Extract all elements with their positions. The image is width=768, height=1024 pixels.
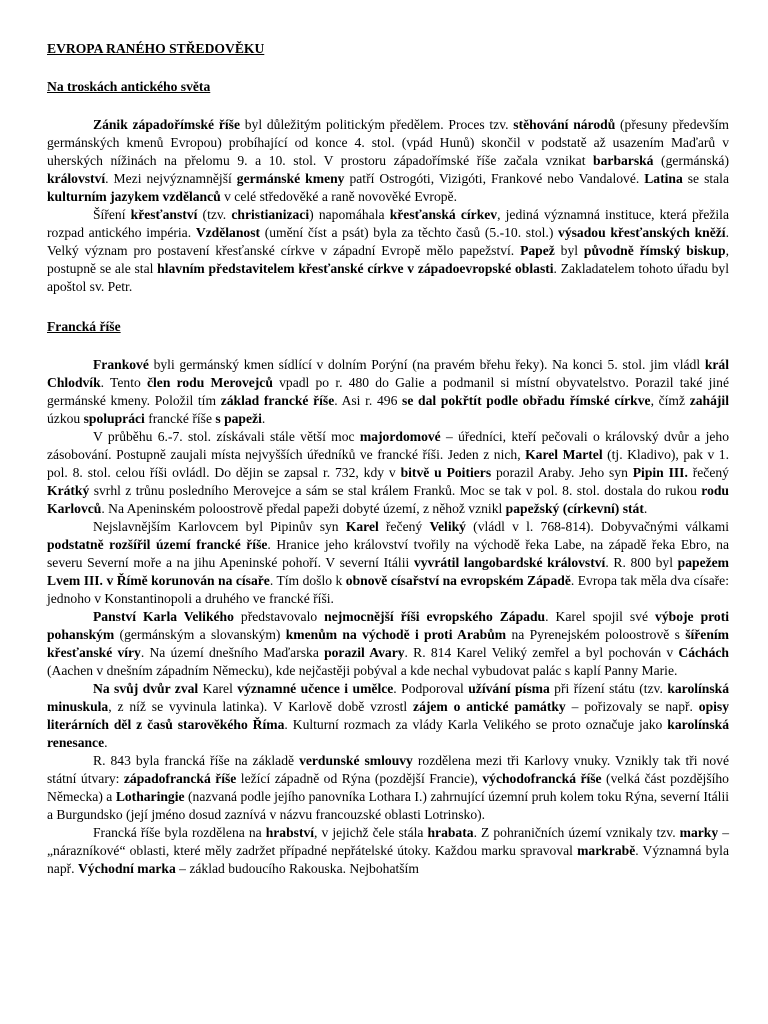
- bold-term: hrabství: [265, 825, 315, 840]
- text-run: (tzv.: [197, 207, 232, 222]
- bold-term: opisy literárních děl z časů starověkého Říma: [47, 699, 729, 732]
- text-run: . R. 814 Karel Veliký zemřel a byl pochován v: [404, 645, 679, 660]
- bold-term: karolínská minuskula: [47, 681, 730, 714]
- bold-term: původně římský biskup: [583, 243, 726, 258]
- bold-term: hlavním představitelem křesťanské církve v západoevropské oblasti: [157, 261, 554, 276]
- bold-term: Zánik západořímské říše: [93, 117, 240, 132]
- text-run: . Tento: [100, 375, 147, 390]
- bold-term: Lotharingie: [115, 789, 185, 804]
- bold-term: hrabata: [427, 825, 474, 840]
- text-run: . Evropa tak měla dva císaře: jednoho v Konstantinopoli a druhého ve francké říši.: [47, 573, 729, 606]
- bold-term: zájem o antické památky: [413, 699, 566, 714]
- paragraph: [47, 824, 729, 878]
- text-run: porazil Araby. Jeho syn: [491, 465, 633, 480]
- bold-term: výboje proti pohanským: [47, 609, 730, 642]
- text-run: . Tím došlo k: [269, 573, 346, 588]
- bold-term: nejmocnější říši evropského Západu: [324, 609, 546, 624]
- text-run: . Velký význam pro postavení křesťanské církve v západní Evropě mělo papežství.: [47, 225, 729, 258]
- paragraph: [47, 608, 729, 680]
- text-run: . Hranice jeho království tvořily na východě řeka Labe, na západě řeka Ebro, na severu Severní moře a na jihu Apeninské pohoří. V severní Itálii: [47, 537, 729, 570]
- bold-term: Papež: [520, 243, 555, 258]
- text-run: (germánská): [653, 153, 729, 168]
- paragraph: [47, 752, 729, 824]
- text-run: vpadl po r. 480 do Galie a podmanil si místní obyvatelstvo. Porazil také jiné germánské kmeny. Položil tím: [47, 375, 729, 408]
- bold-term: barbarská: [593, 153, 654, 168]
- bold-term: vyvrátil langobardské království: [413, 555, 606, 570]
- text-run: byl důležitým politickým předělem. Proces tzv.: [239, 117, 514, 132]
- text-run: představovalo: [233, 609, 325, 624]
- bold-term: podstatně rozšířil území francké říše: [47, 537, 268, 552]
- bold-term: s papeži: [215, 411, 262, 426]
- section-troskach: [47, 78, 729, 296]
- text-run: Šíření: [93, 207, 131, 222]
- text-run: , postupně se ale stal: [47, 243, 729, 276]
- bold-term: užívání písma: [468, 681, 550, 696]
- text-run: (tj. Kladivo), pak v 1. pol. 8. stol. celou říši ovládl. Do dějin se zapsal r. 732, kdy v: [47, 447, 729, 480]
- bold-term: markrabě: [577, 843, 636, 858]
- text-run: . Karel spojil své: [545, 609, 656, 624]
- text-run: ležící západně od Rýna (pozdější Francie),: [236, 771, 483, 786]
- bold-term: Frankové: [93, 357, 149, 372]
- text-run: , z níž se vyvinula latinka). V Karlově době vzrostl: [108, 699, 414, 714]
- text-run: řečený: [687, 465, 729, 480]
- section-francka-rise: [47, 318, 729, 878]
- text-run: na Pyrenejském poloostrově s: [506, 627, 686, 642]
- section-heading: Francká říše: [47, 319, 121, 334]
- text-run: (velká část pozdějšího Německa) a: [47, 771, 729, 804]
- paragraph: [47, 518, 729, 608]
- text-run: francké říše: [144, 411, 216, 426]
- text-run: – základ budoucího Rakouska. Nejbohatším: [175, 861, 419, 876]
- text-run: Nejslavnějším Karlovcem byl Pipinův syn: [93, 519, 346, 534]
- text-run: (umění číst a psát) byla za těchto časů (5.-10. stol.): [260, 225, 559, 240]
- text-run: .: [643, 501, 648, 516]
- bold-term: člen rodu Merovejců: [146, 375, 273, 390]
- text-run: .: [104, 735, 108, 750]
- text-run: . R. 800 byl: [605, 555, 678, 570]
- bold-term: významné učence i umělce: [237, 681, 394, 696]
- bold-term: obnově císařství na evropském Západě: [345, 573, 571, 588]
- bold-term: křesťanství: [130, 207, 198, 222]
- text-run: . Kulturní rozmach za vlády Karla Velikého se proto označuje jako: [284, 717, 668, 732]
- text-run: byli germánský kmen sídlící v dolním Porýní (na pravém břehu řeky). Na konci 5. stol. jim vládl: [148, 357, 705, 372]
- text-run: , čímž: [650, 393, 690, 408]
- bold-term: Vzdělanost: [195, 225, 261, 240]
- text-run: . Asi r. 496: [334, 393, 403, 408]
- bold-term: christianizaci: [231, 207, 310, 222]
- paragraph: [47, 356, 729, 428]
- bold-term: majordomové: [359, 429, 441, 444]
- text-run: ) napomáhala: [309, 207, 390, 222]
- text-run: . Na území dnešního Maďarska: [140, 645, 325, 660]
- bold-term: základ francké říše: [220, 393, 335, 408]
- bold-term: se dal pokřtít podle obřadu římské církve: [402, 393, 651, 408]
- paragraph: [47, 206, 729, 296]
- bold-term: Východní marka: [77, 861, 176, 876]
- text-run: . Významná byla např.: [47, 843, 729, 876]
- bold-term: marky: [679, 825, 719, 840]
- text-run: řečený: [378, 519, 430, 534]
- bold-term: Panství Karla Velikého: [93, 609, 234, 624]
- bold-term: východofrancká říše: [482, 771, 602, 786]
- paragraph: [47, 428, 729, 518]
- bold-term: stěhování národů: [513, 117, 616, 132]
- bold-term: papežský (církevní) stát: [505, 501, 644, 516]
- text-run: svrhl z trůnu posledního Merovejce a sám se stal králem Franků. Moc se tak v pol. 8. stol. dostala do rukou: [89, 483, 702, 498]
- text-run: (Aachen v dnešním západním Německu), kde nejčastěji pobýval a kde nechal vybudovat palác s kaplí Panny Marie.: [47, 663, 678, 678]
- bold-term: zahájil: [689, 393, 729, 408]
- text-run: (přesuny především germánských kmenů Evropou) probíhající od konce 4. stol. (vpád Hunů) skončil v podstatě až usazením Maďarů v uherských nížinách na přelomu 9. a 10. stol. V prostoru západořímské říše začala vznikat: [47, 117, 729, 168]
- bold-term: Karel Martel: [525, 447, 603, 462]
- text-run: . Z pohraničních území vznikaly tzv.: [473, 825, 680, 840]
- text-run: (nazvaná podle jejího panovníka Lothara I.) zahrnující územní pruh kolem toku Rýna, severní Itálii a Burgundsko (její jméno dosud zaznívá v názvu francouzské oblasti Lotrinsko).: [47, 789, 729, 822]
- bold-term: Cáchách: [678, 645, 729, 660]
- document-page: [47, 40, 729, 900]
- text-run: . Na Apeninském poloostrově předal papeži dobyté území, z něhož vznikl: [101, 501, 506, 516]
- bold-term: verdunské smlouvy: [299, 753, 413, 768]
- bold-term: rodu Karlovců: [47, 483, 729, 516]
- bold-term: výsadou křesťanských kněží: [558, 225, 726, 240]
- bold-term: Karel: [345, 519, 379, 534]
- text-run: R. 843 byla francká říše na základě: [93, 753, 300, 768]
- text-run: Francká říše byla rozdělena na: [93, 825, 266, 840]
- bold-term: Latina: [644, 171, 683, 186]
- text-run: V průběhu 6.-7. stol. získávali stále větší moc: [93, 429, 360, 444]
- text-run: – úředníci, kteří pečovali o královský dvůr a jeho zásobování. Postupně zaujali místa nejvyšších úředníků ve francké říši. Jeden z nich,: [47, 429, 729, 462]
- text-run: . Mezi nejvýznamnější: [105, 171, 237, 186]
- text-run: se stala: [682, 171, 729, 186]
- text-run: .: [261, 411, 266, 426]
- paragraph: [47, 116, 729, 206]
- bold-term: porazil Avary: [324, 645, 405, 660]
- text-run: , v jejichž čele stála: [314, 825, 428, 840]
- text-run: . Podporoval: [393, 681, 469, 696]
- text-run: v celé středověké a raně novověké Evropě.: [220, 189, 457, 204]
- bold-term: kmenům na východě i proti Arabům: [285, 627, 507, 642]
- bold-term: papežem Lvem III.: [47, 555, 729, 588]
- bold-term: germánské kmeny: [236, 171, 345, 186]
- bold-term: kulturním jazykem vzdělanců: [47, 189, 221, 204]
- bold-term: Pipin III.: [632, 465, 688, 480]
- text-run: rozdělena mezi tři Karlovy vnuky. Vznikly tak tři nové státní útvary:: [47, 753, 730, 786]
- bold-term: král Chlodvík: [47, 357, 729, 390]
- text-run: (vládl v l. 768-814). Dobyvačnými válkami: [465, 519, 729, 534]
- text-run: (germánským a slovanským): [114, 627, 286, 642]
- bold-term: Veliký: [429, 519, 466, 534]
- bold-term: křesťanská církev: [389, 207, 498, 222]
- bold-term: bitvě u Poitiers: [400, 465, 492, 480]
- bold-term: západofrancká říše: [123, 771, 237, 786]
- text-run: úzkou: [47, 411, 84, 426]
- bold-term: spolupráci: [83, 411, 145, 426]
- text-run: při řízení státu (tzv.: [549, 681, 668, 696]
- bold-term: v Římě korunován na císaře: [106, 573, 270, 588]
- text-run: , jediná významná instituce, která přežila rozpad antického impéria.: [47, 207, 729, 240]
- bold-term: Na svůj dvůr zval: [93, 681, 199, 696]
- text-run: . Zakladatelem tohoto úřadu byl apoštol sv. Petr.: [47, 261, 729, 294]
- bold-term: šířením křesťanské víry: [47, 627, 729, 660]
- document-title: EVROPA RANÉHO STŘEDOVĚKU: [47, 41, 265, 56]
- bold-term: karolínská renesance: [47, 717, 729, 750]
- paragraph: [47, 680, 729, 752]
- text-run: byl: [554, 243, 584, 258]
- section-heading: Na troskách antického světa: [47, 79, 211, 94]
- text-run: Karel: [198, 681, 238, 696]
- text-run: patří Ostrogóti, Vizigóti, Frankové nebo Vandalové.: [344, 171, 645, 186]
- bold-term: Krátký: [47, 483, 90, 498]
- text-run: – „nárazníkové“ oblasti, které měly zadržet případné nepřátelské útoky. Každou marku spravoval: [47, 825, 729, 858]
- text-run: – pořizovaly se např.: [565, 699, 699, 714]
- bold-term: království: [47, 171, 106, 186]
